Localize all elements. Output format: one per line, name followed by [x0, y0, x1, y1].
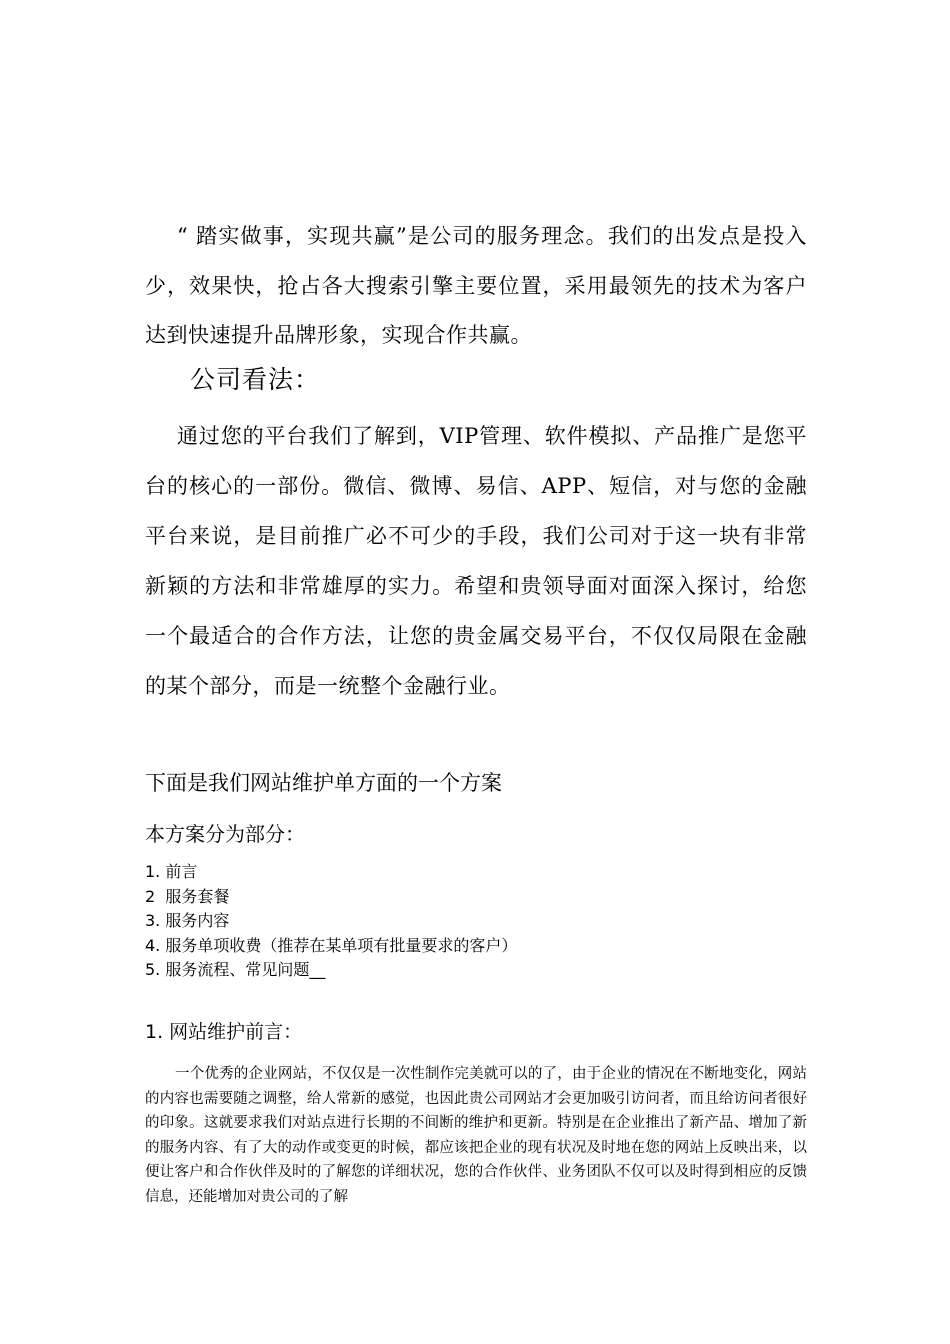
company-view-paragraph: 通过您的平台我们了解到，VIP管理、软件模拟、产品推广是您平台的核心的一部份。微信、微博、易信、APP、短信，对与您的金融平台来说，是目前推广必不可少的手段，我们公司对于这一块有非常新颖的方法和非常雄厚的实力。希望和贵领导面对面深入探讨，给您一个最适合的合作方法，让您的贵金属交易平台，不仅仅局限在金融的某个部分，而是一统整个金融行业。: [145, 424, 807, 698]
list-item: 5. 服务流程、常见问题__: [145, 960, 326, 979]
list-item: 3. 服务内容: [145, 911, 230, 930]
list-item: 4. 服务单项收费（推荐在某单项有批量要求的客户）: [145, 935, 518, 955]
list-item: 1. 前言: [145, 862, 198, 881]
plan-parts-heading: 本方案分为部分：: [145, 822, 305, 846]
preface-heading: 1. 网站维护前言：: [145, 1021, 303, 1043]
plan-intro-line: 下面是我们网站维护单方面的一个方案: [145, 771, 502, 795]
service-philosophy-paragraph: “ 踏实做事，实现共赢”是公司的服务理念。我们的出发点是投入少，效果快，抢占各大搜索引擎主要位置，采用最领先的技术为客户达到快速提升品牌形象，实现合作共赢。: [145, 224, 807, 347]
plan-parts-list: [145, 860, 517, 983]
preface-paragraph: 一个优秀的企业网站，不仅仅是一次性制作完美就可以的了，由于企业的情况在不断地变化，网站的内容也需要随之调整，给人常新的感觉，也因此贵公司网站才会更加吸引访问者，而且给访问者很好的印象。这就要求我们对站点进行长期的不间断的维护和更新。特别是在企业推出了新产品、增加了新的服务内容、有了大的动作或变更的时候，都应该把企业的现有状况及时地在您的网站上反映出来，以便让客户和合作伙伴及时的了解您的详细状况，您的合作伙伴、业务团队不仅可以及时得到相应的反馈信息，还能增加对贵公司的了解: [145, 1066, 807, 1205]
company-view-heading: 公司看法：: [190, 365, 321, 394]
list-item: 2 服务套餐: [145, 886, 230, 906]
